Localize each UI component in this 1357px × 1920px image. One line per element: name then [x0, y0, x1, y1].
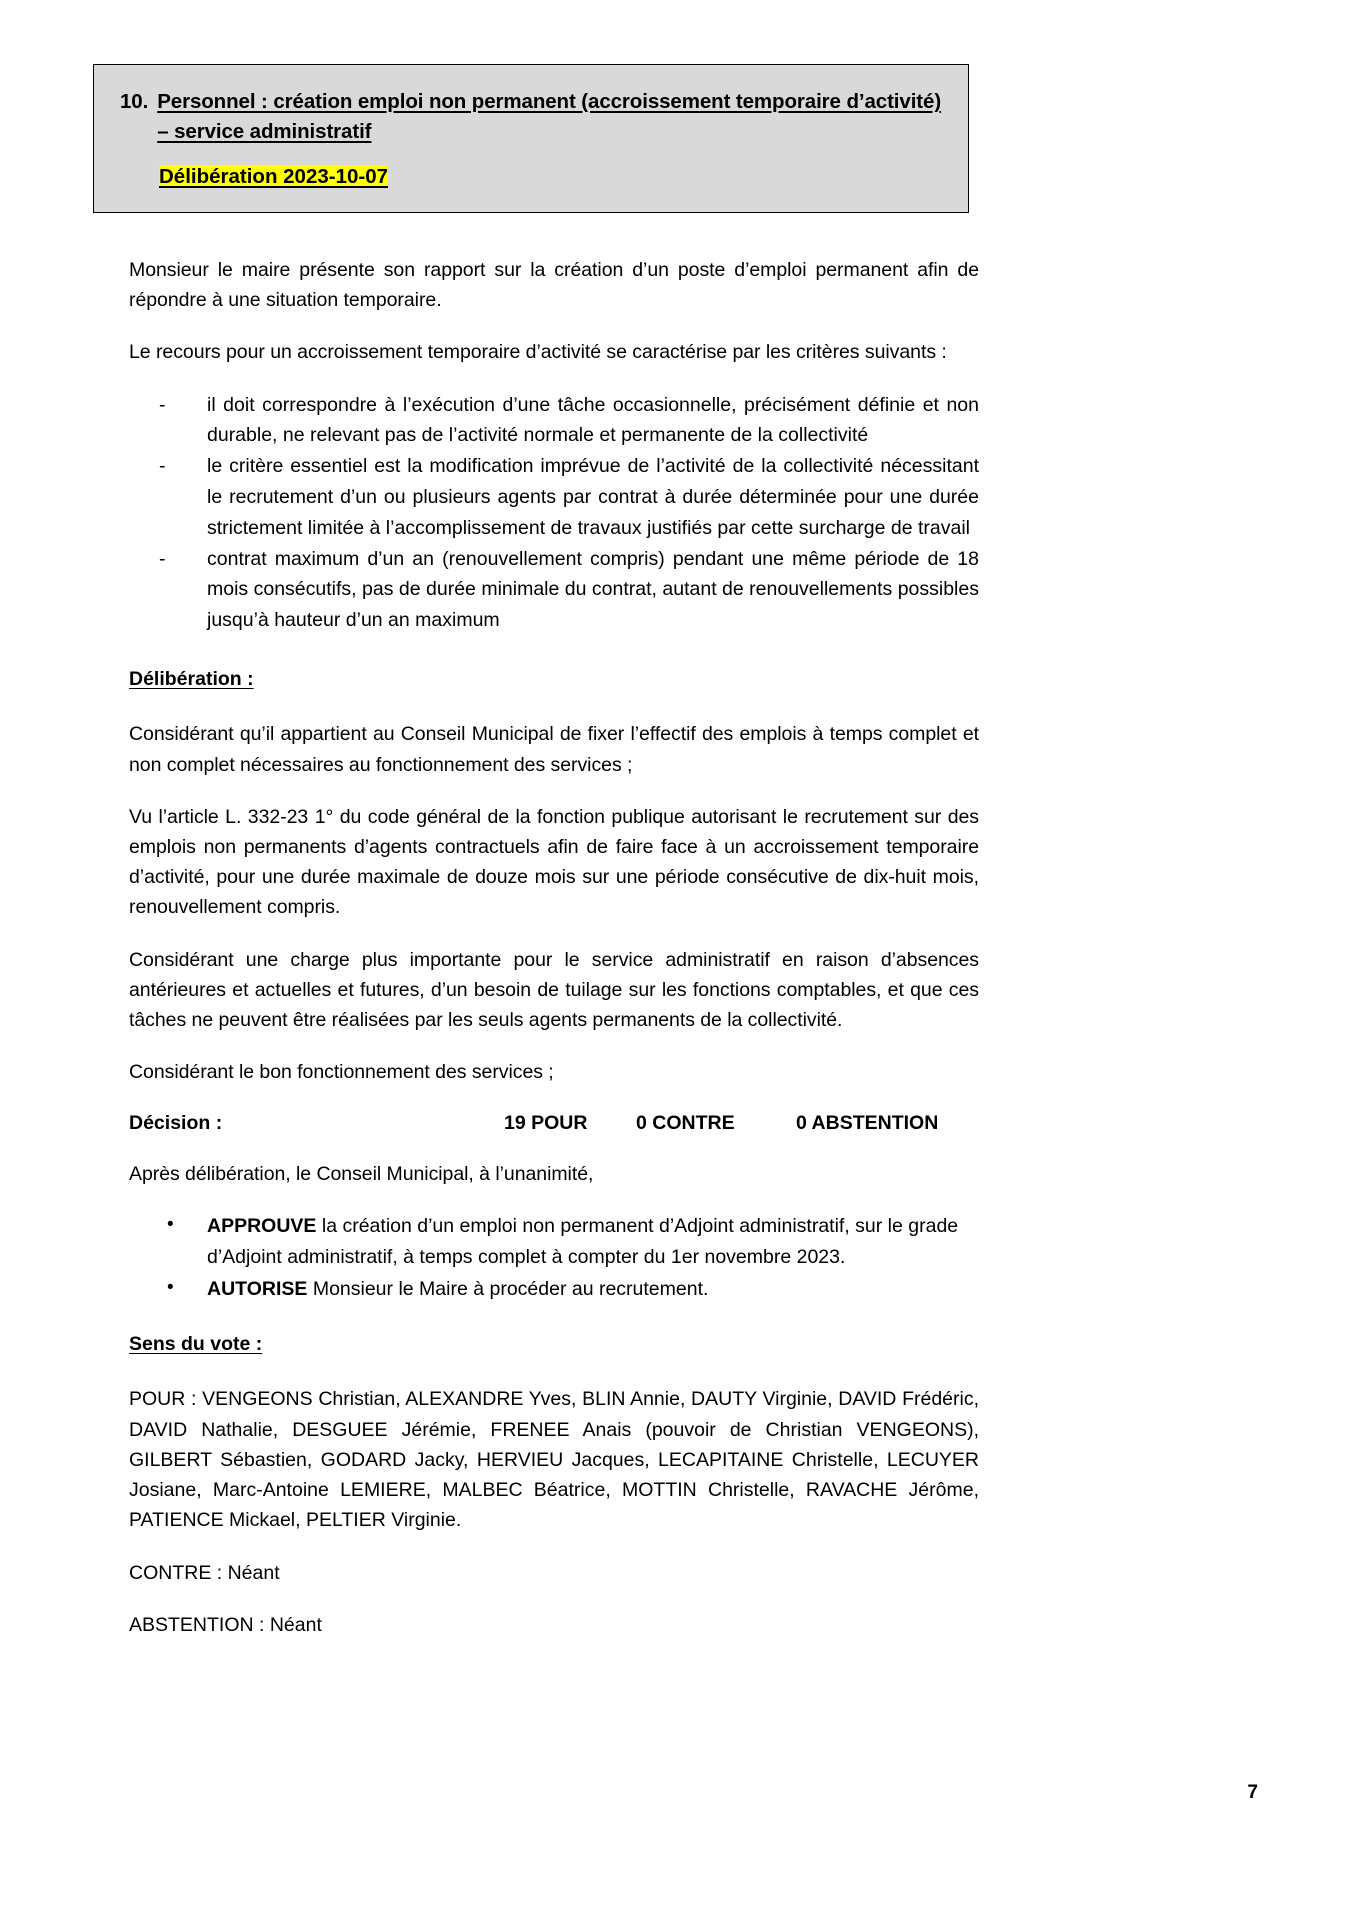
resolution-verb: APPROUVE: [207, 1214, 317, 1237]
resolution-item: [129, 1274, 979, 1305]
agenda-item-heading: Personnel : création emploi non permanent (accroissement temporaire d’activité) – service administratif: [157, 90, 942, 143]
resolutions-list: [129, 1211, 979, 1305]
vote-count-abstention: 0 ABSTENTION: [796, 1111, 939, 1134]
intro-paragraph-1: Monsieur le maire présente son rapport sur la création d’un poste d’emploi permanent afin de répondre à une situation temporaire.: [129, 259, 979, 312]
vote-abstention-line: ABSTENTION : Néant: [129, 1613, 322, 1636]
deliberation-reference: Délibération 2023-10-07: [159, 165, 389, 189]
agenda-item-number: 10.: [120, 90, 149, 113]
agenda-item-heading-row: [120, 87, 942, 146]
considerant-paragraph: Considérant le bon fonctionnement des services ;: [129, 1061, 554, 1084]
criteria-list: [129, 390, 979, 636]
considerant-paragraph: Vu l’article L. 332-23 1° du code général de la fonction publique autorisant le recrutement sur des emplois non permanents d’agents contractuels afin de faire face à un accroissement temporaire d’activité, pour une durée maximale de douze mois sur une période consécutive de dix-huit mois, renouvellement compris.: [129, 805, 979, 919]
after-deliberation-paragraph: Après délibération, le Conseil Municipal, à l’unanimité,: [129, 1162, 594, 1185]
resolution-verb: AUTORISE: [207, 1278, 308, 1301]
considerant-paragraph: Considérant une charge plus importante pour le service administratif en raison d’absences antérieures et actuelles et futures, d’un besoin de tuilage sur les fonctions comptables, et que ces tâches ne peuvent être réalisées par les seuls agents permanents de la collectivité.: [129, 948, 979, 1032]
decision-label: Décision :: [129, 1111, 223, 1134]
page-number: 7: [1247, 1782, 1258, 1803]
document-body: [129, 255, 979, 1662]
vote-breakdown-heading: Sens du vote :: [129, 1333, 263, 1356]
considerant-paragraph: Considérant qu’il appartient au Conseil Municipal de fixer l’effectif des emplois à temps complet et non complet nécessaires au fonctionnement des services ;: [129, 723, 979, 776]
resolution-text: la création d’un emploi non permanent d’Adjoint administratif, sur le grade d’Adjoint administratif, à temps complet à compter du 1er novembre 2023.: [207, 1214, 959, 1268]
vote-breakdown-block: [129, 1384, 979, 1640]
decision-vote-row: [129, 1112, 979, 1135]
vote-pour-line: POUR : VENGEONS Christian, ALEXANDRE Yves, BLIN Annie, DAUTY Virginie, DAVID Frédéric, DAVID Nathalie, DESGUEE Jérémie, FRENEE Anais (pouvoir de Christian VENGEONS), GILBERT Sébastien, GODARD Jacky, HERVIEU Jacques, LECAPITAINE Christelle, LECUYER Josiane, Marc-Antoine LEMIERE, MALBEC Béatrice, MOTTIN Christelle, RAVACHE Jérôme, PATIENCE Mickael, PELTIER Virginie.: [129, 1388, 979, 1532]
vote-contre-line: CONTRE : Néant: [129, 1561, 280, 1584]
resolution-item: [129, 1211, 979, 1273]
criteria-list-item: - il doit correspondre à l’exécution d’une tâche occasionnelle, précisément définie et non durable, ne relevant pas de l’activité normale et permanente de la collectivité: [129, 390, 979, 452]
vote-count-contre: 0 CONTRE: [636, 1111, 735, 1134]
vote-count-pour: 19 POUR: [504, 1111, 588, 1134]
resolution-text: Monsieur le Maire à procéder au recrutement.: [307, 1278, 709, 1301]
deliberation-reference-line: [159, 162, 942, 192]
criteria-list-item: - le critère essentiel est la modification imprévue de l’activité de la collectivité nécessitant le recrutement d’un ou plusieurs agents par contrat à durée déterminée pour une durée strictement limitée à l’accomplissement de travaux justifiés par cette surcharge de travail: [129, 451, 979, 543]
criteria-list-item: - contrat maximum d’un an (renouvellement compris) pendant une même période de 18 mois consécutifs, pas de durée minimale du contrat, autant de renouvellements possibles jusqu’à hauteur d’un an maximum: [129, 544, 979, 636]
agenda-item-title-box: [93, 64, 969, 213]
intro-paragraph-2: Le recours pour un accroissement temporaire d’activité se caractérise par les critères suivants :: [129, 341, 947, 364]
deliberation-heading: Délibération :: [129, 668, 254, 691]
